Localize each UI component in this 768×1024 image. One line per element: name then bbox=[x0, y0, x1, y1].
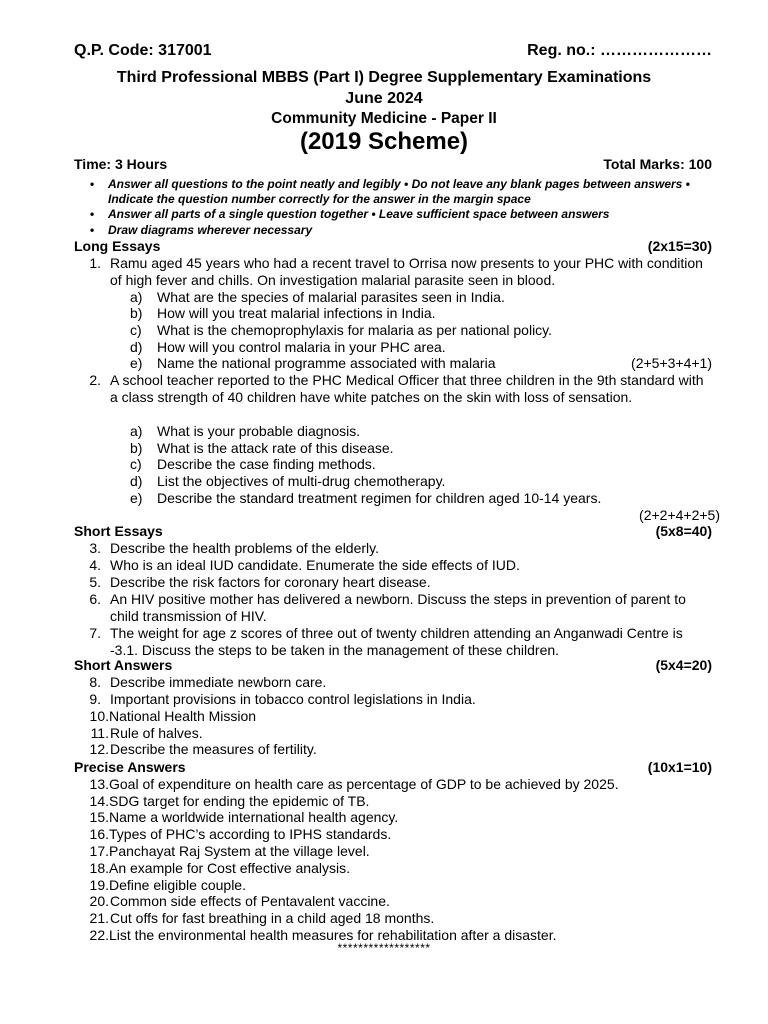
question-number: 22. bbox=[89, 927, 109, 943]
question-text: Rule of halves. bbox=[110, 725, 203, 741]
question-text: Describe the risk factors for coronary heart disease. bbox=[110, 574, 431, 590]
question-item bbox=[74, 255, 714, 289]
question-item bbox=[74, 725, 714, 742]
question-number: 6. bbox=[89, 591, 101, 607]
question-number: 1. bbox=[89, 255, 101, 271]
instruction-text: Draw diagrams wherever necessary bbox=[108, 223, 313, 237]
section-title: Precise Answers bbox=[74, 759, 186, 775]
exam-title: Third Professional MBBS (Part I) Degree Supplementary Examinations bbox=[116, 69, 652, 86]
sub-question-text: How will you treat malarial infections in India. bbox=[157, 305, 436, 321]
sub-question-label: e) bbox=[130, 355, 143, 371]
bullet-icon: • bbox=[90, 207, 95, 221]
sub-question-text: What is your probable diagnosis. bbox=[157, 423, 361, 439]
question-item bbox=[74, 843, 714, 860]
question-text: National Health Mission bbox=[109, 708, 257, 724]
question-item bbox=[74, 776, 714, 793]
sub-question-label: a) bbox=[130, 289, 143, 305]
question-item bbox=[74, 372, 714, 423]
question-number: 4. bbox=[89, 557, 101, 573]
sub-question-label: d) bbox=[130, 339, 143, 355]
question-number: 8. bbox=[89, 674, 101, 690]
question-text: A school teacher reported to the PHC Medical Officer that three children in the 9th standard with a class strength of 40 children have white patches on the skin with loss of sensation. bbox=[110, 372, 704, 405]
question-text: The weight for age z scores of three out of twenty children attending an Anganwadi Centre is -3.1. Discuss the steps to be taken in the management of these children. bbox=[110, 625, 683, 658]
question-number: 12. bbox=[89, 741, 109, 757]
question-text: Describe immediate newborn care. bbox=[110, 674, 327, 690]
sub-question-text: What is the chemoprophylaxis for malaria as per national policy. bbox=[157, 322, 553, 338]
question-item bbox=[74, 574, 714, 591]
question-text: Who is an ideal IUD candidate. Enumerate the side effects of IUD. bbox=[110, 557, 520, 573]
reg-no: Reg. no.: ………………… bbox=[527, 42, 712, 59]
question-text: An example for Cost effective analysis. bbox=[109, 860, 350, 876]
section-marks: (5x4=20) bbox=[655, 657, 712, 673]
question-item bbox=[74, 860, 714, 877]
section-marks: (2x15=30) bbox=[647, 238, 712, 254]
question-marks: (2+2+4+2+5) bbox=[639, 507, 720, 523]
sub-question-label: b) bbox=[130, 440, 143, 456]
section-precise-answers bbox=[74, 759, 712, 777]
exam-session: June 2024 bbox=[345, 90, 423, 107]
question-text: Ramu aged 45 years who had a recent travel to Orrisa now presents to your PHC with condition of high fever and chills. On investigation malarial parasite seen in blood. bbox=[110, 255, 703, 288]
instruction-item bbox=[90, 207, 728, 223]
total-marks: Total Marks: 100 bbox=[603, 156, 712, 172]
question-text: SDG target for ending the epidemic of TB. bbox=[109, 793, 370, 809]
sub-question-text: What are the species of malarial parasites seen in India. bbox=[157, 289, 505, 305]
question-item bbox=[74, 910, 714, 927]
question-number: 2. bbox=[89, 372, 101, 388]
scheme-title: (2019 Scheme) bbox=[299, 128, 469, 155]
question-text: Panchayat Raj System at the village level. bbox=[109, 843, 370, 859]
exam-meta bbox=[74, 156, 712, 174]
question-item bbox=[74, 877, 714, 894]
section-short-essays bbox=[74, 523, 712, 541]
sub-question-label: a) bbox=[130, 423, 143, 439]
question-number: 5. bbox=[89, 574, 101, 590]
sub-question-label: c) bbox=[130, 322, 142, 338]
question-number: 19. bbox=[89, 877, 109, 893]
sub-question-text: What is the attack rate of this disease. bbox=[157, 440, 394, 456]
sub-question-label: b) bbox=[130, 305, 143, 321]
question-number: 17. bbox=[89, 843, 109, 859]
question-number: 14. bbox=[89, 793, 109, 809]
question-number: 18. bbox=[89, 860, 109, 876]
question-number: 20. bbox=[89, 893, 109, 909]
question-number: 7. bbox=[89, 625, 101, 641]
section-long-essays bbox=[74, 238, 712, 256]
question-marks: (2+5+3+4+1) bbox=[631, 355, 712, 371]
section-marks: (5x8=40) bbox=[655, 523, 712, 539]
question-number: 11. bbox=[90, 725, 109, 741]
sub-question-text: Describe the case finding methods. bbox=[157, 456, 376, 472]
question-item bbox=[74, 674, 714, 691]
bullet-icon: • bbox=[90, 223, 95, 237]
question-text: Describe the measures of fertility. bbox=[110, 741, 317, 757]
question-item bbox=[74, 691, 714, 708]
question-text: Common side effects of Pentavalent vaccine. bbox=[110, 893, 390, 909]
sub-question-text: Describe the standard treatment regimen for children aged 10-14 years. bbox=[157, 490, 602, 506]
question-number: 13. bbox=[89, 776, 109, 792]
sub-question-label: d) bbox=[130, 473, 143, 489]
paper-header bbox=[74, 42, 712, 64]
instruction-item bbox=[90, 223, 728, 239]
bullet-icon: • bbox=[90, 177, 95, 191]
question-item bbox=[74, 809, 714, 826]
question-item bbox=[74, 557, 714, 574]
sub-question-text: List the objectives of multi-drug chemotherapy. bbox=[157, 473, 446, 489]
section-marks: (10x1=10) bbox=[647, 759, 712, 775]
end-marker: ****************** bbox=[337, 941, 431, 955]
sub-question-label: c) bbox=[130, 456, 142, 472]
question-number: 16. bbox=[89, 826, 109, 842]
question-item bbox=[74, 625, 714, 659]
subject-title: Community Medicine - Paper II bbox=[271, 110, 497, 127]
question-text: List the environmental health measures for rehabilitation after a disaster. bbox=[109, 927, 557, 943]
question-number: 9. bbox=[89, 691, 101, 707]
question-text: Cut offs for fast breathing in a child aged 18 months. bbox=[110, 910, 435, 926]
question-text: Types of PHC’s according to IPHS standards. bbox=[109, 826, 392, 842]
instruction-text: Answer all parts of a single question together • Leave sufficient space between answers bbox=[108, 207, 610, 221]
question-item bbox=[74, 741, 714, 758]
section-title: Short Answers bbox=[74, 657, 173, 673]
section-title: Short Essays bbox=[74, 523, 163, 539]
time-allowed: Time: 3 Hours bbox=[74, 156, 168, 172]
question-text: Define eligible couple. bbox=[109, 877, 246, 893]
qp-code: Q.P. Code: 317001 bbox=[74, 42, 212, 59]
question-item bbox=[74, 893, 714, 910]
question-item bbox=[74, 793, 714, 810]
question-text: An HIV positive mother has delivered a newborn. Discuss the steps in prevention of parent to child transmission of HIV. bbox=[110, 591, 686, 624]
question-text: Goal of expenditure on health care as percentage of GDP to be achieved by 2025. bbox=[109, 776, 619, 792]
question-text: Describe the health problems of the elderly. bbox=[110, 540, 379, 556]
instruction-text: Answer all questions to the point neatly and legibly • Do not leave any blank pages between answers • Indicate the question number correctly for the answer in the margin space bbox=[108, 177, 690, 206]
question-text: Important provisions in tobacco control legislations in India. bbox=[110, 691, 476, 707]
instruction-item bbox=[90, 177, 728, 207]
question-item bbox=[74, 540, 714, 557]
question-number: 15. bbox=[89, 809, 109, 825]
sub-question-label: e) bbox=[130, 490, 143, 506]
question-number: 10. bbox=[89, 708, 109, 724]
sub-question-text: Name the national programme associated with malaria bbox=[157, 355, 496, 371]
question-number: 21. bbox=[89, 910, 109, 926]
question-text: Name a worldwide international health agency. bbox=[109, 809, 399, 825]
sub-question-text: How will you control malaria in your PHC area. bbox=[157, 339, 446, 355]
question-item bbox=[74, 826, 714, 843]
question-item bbox=[74, 708, 714, 725]
section-title: Long Essays bbox=[74, 238, 161, 254]
question-number: 3. bbox=[89, 540, 101, 556]
question-item bbox=[74, 591, 714, 625]
section-short-answers bbox=[74, 657, 712, 675]
